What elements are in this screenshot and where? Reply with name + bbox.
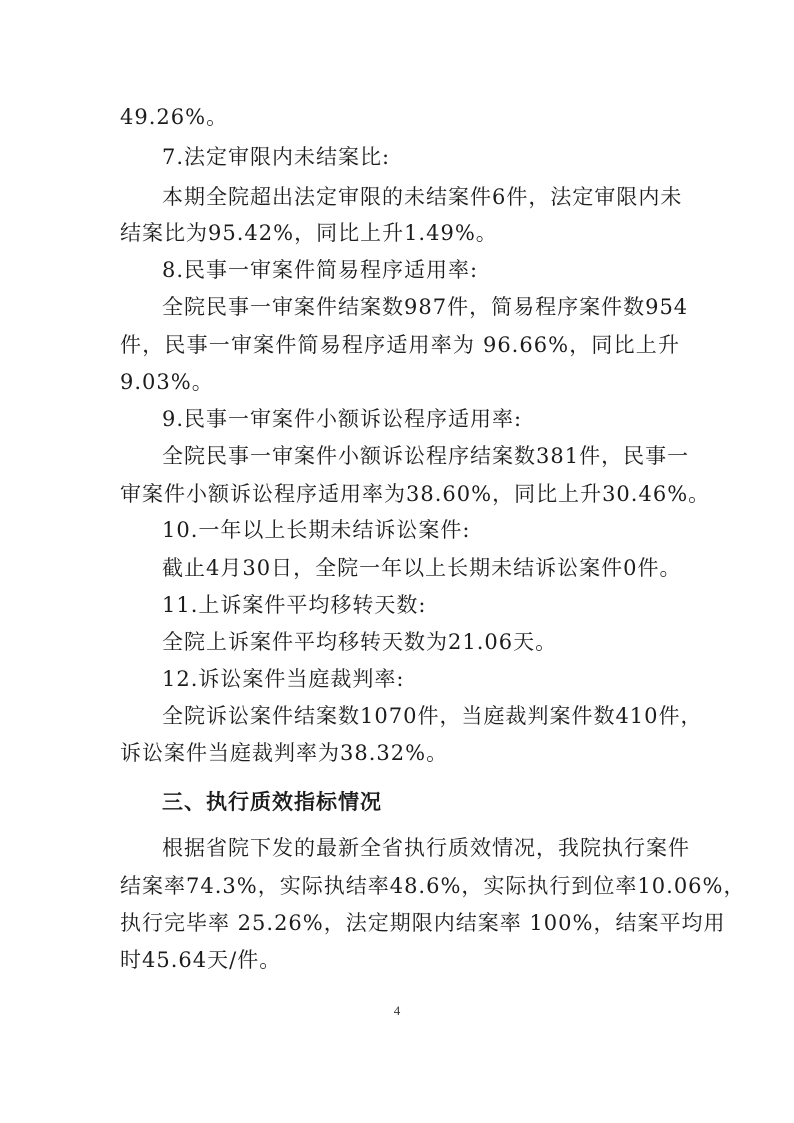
item-9-paragraph-line-1: 全院民事一审案件小额诉讼程序结案数381件，民事一 (162, 444, 690, 468)
item-9-heading: 9.民事一审案件小额诉讼程序适用率: (162, 407, 523, 431)
item-11-paragraph: 全院上诉案件平均移转天数为21.06天。 (162, 630, 558, 654)
item-12-paragraph-line-2: 诉讼案件当庭裁判率为38.32%。 (120, 741, 449, 765)
section-3-paragraph-line-3: 执行完毕率 25.26%，法定期限内结案率 100%，结案平均用 (120, 911, 726, 935)
item-8-heading: 8.民事一审案件简易程序适用率: (162, 258, 479, 282)
page-number: 4 (393, 1003, 401, 1018)
item-7-heading: 7.法定审限内未结案比: (162, 145, 391, 169)
item-8-paragraph-line-2: 件，民事一审案件简易程序适用率为 96.66%，同比上升 (120, 333, 680, 357)
item-12-heading: 12.诉讼案件当庭裁判率: (162, 667, 405, 691)
section-3-paragraph-line-4: 时45.64天/件。 (120, 948, 282, 972)
item-7-paragraph-line-1: 本期全院超出法定审限的未结案件6件，法定审限内未 (162, 185, 683, 209)
section-3-paragraph-line-2: 结案率74.3%，实际执结率48.6%，实际执行到位率10.06%， (120, 874, 746, 898)
item-8-paragraph-line-1: 全院民事一审案件结案数987件，简易程序案件数954 (162, 295, 689, 319)
item-10-heading: 10.一年以上长期未结诉讼案件: (162, 518, 471, 542)
section-3-paragraph-line-1: 根据省院下发的最新全省执行质效情况，我院执行案件 (162, 836, 690, 860)
item-11-heading: 11.上诉案件平均移转天数: (162, 593, 427, 617)
continued-percentage-line: 49.26%。 (120, 105, 229, 129)
item-10-paragraph: 截止4月30日，全院一年以上长期未结诉讼案件0件。 (162, 556, 682, 580)
item-9-paragraph-line-2: 审案件小额诉讼程序适用率为38.60%，同比上升30.46%。 (120, 482, 711, 506)
item-12-paragraph-line-1: 全院诉讼案件结案数1070件，当庭裁判案件数410件， (162, 704, 703, 728)
section-3-heading: 三、执行质效指标情况 (162, 790, 382, 814)
item-8-paragraph-line-3: 9.03%。 (120, 370, 214, 394)
item-7-paragraph-line-2: 结案比为95.42%，同比上升1.49%。 (120, 221, 498, 245)
